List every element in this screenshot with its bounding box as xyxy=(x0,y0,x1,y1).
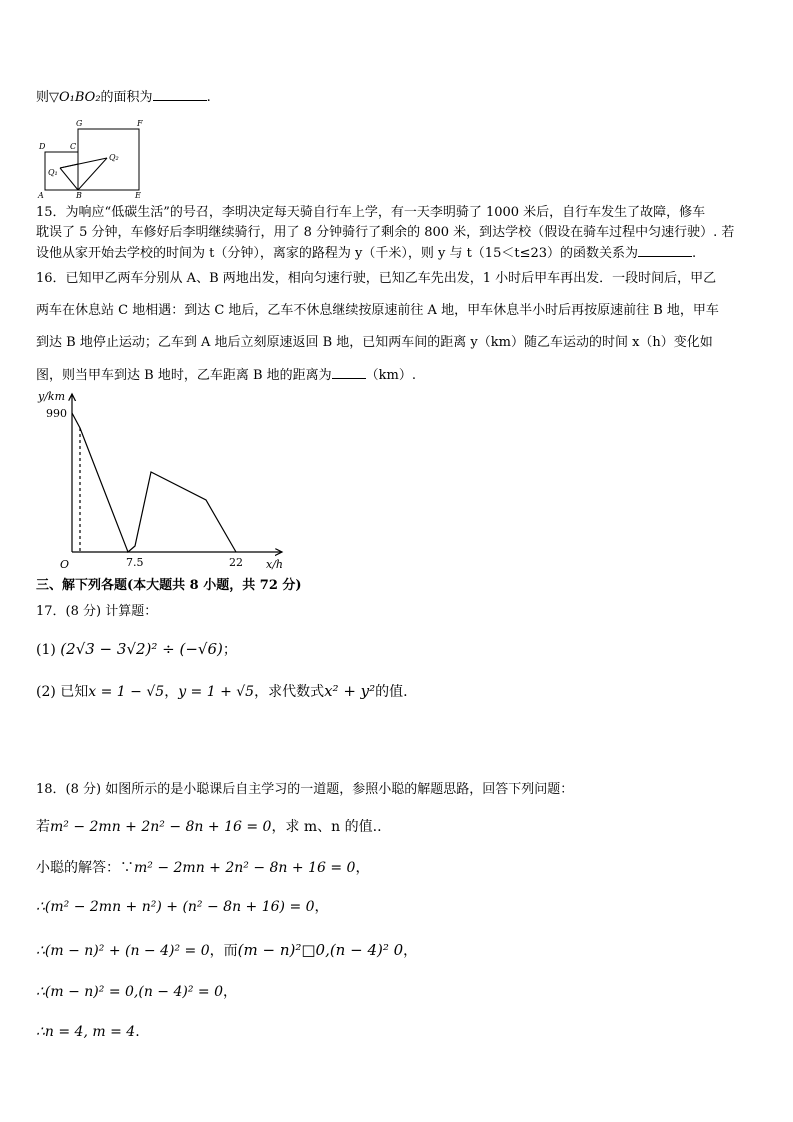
q16-line-4 xyxy=(36,366,416,385)
q15-line-1: 15．为响应“低碳生活”的号召，李明决定每天骑自行车上学，有一天李明骑了 1000 米后，自行车发生了故障，修车 xyxy=(36,205,706,220)
q14-expr: ▽O₁BO₂ xyxy=(49,90,101,105)
q18-given-expr: m² − 2mn + 2n² − 8n + 16 = 0 xyxy=(50,819,272,835)
q17-p1-label: (1) xyxy=(36,642,56,658)
q18-step-4-expr: ∴n = 4, m = 4 xyxy=(36,1024,136,1040)
graph-y-tick-990: 990 xyxy=(46,407,67,420)
graph-x-tick-7-5: 7.5 xyxy=(126,556,144,569)
graph-x-tick-22: 22 xyxy=(229,556,243,569)
q18-step-2 xyxy=(36,941,417,960)
q16-distance-graph xyxy=(36,386,296,572)
q18-step-2-end: ， xyxy=(403,943,418,959)
q14-suffix: 的面积为 xyxy=(100,90,153,105)
q16-line-4-text: 图，则当甲车到达 B 地时，乙车距离 B 地的距离为 xyxy=(36,368,332,383)
q17-p2-sep: ， xyxy=(164,684,179,700)
q18-step-2-mid: ，而 xyxy=(209,943,238,959)
fig-label-g: G xyxy=(76,119,83,128)
q18-given-prefix: 若 xyxy=(36,819,50,835)
q15-answer-blank[interactable] xyxy=(638,244,692,257)
q18-step-3-expr: ∴(m − n)² = 0,(n − 4)² = 0 xyxy=(36,984,223,1000)
fig-label-c: C xyxy=(70,142,77,151)
graph-origin: O xyxy=(60,558,70,571)
q18-step-1 xyxy=(36,898,329,916)
q15-end: . xyxy=(692,246,697,261)
fig-label-e: E xyxy=(135,191,141,200)
fig-label-q1: Q₁ xyxy=(48,168,58,177)
q16-line-1: 16．已知甲乙两车分别从 A、B 两地出发，相向匀速行驶，已知乙车先出发，1 小时后甲车再出发．一段时间后，甲乙 xyxy=(36,271,717,286)
q18-step-1-expr: ∴(m² − 2mn + n²) + (n² − 8n + 16) = 0 xyxy=(36,899,315,915)
fig-label-b: B xyxy=(76,191,82,200)
q16-answer-blank[interactable] xyxy=(332,366,366,379)
fig-label-a: A xyxy=(38,191,44,200)
q18-solution-intro xyxy=(36,859,369,877)
q1-b-line xyxy=(60,168,78,190)
q16-line-3: 到达 B 地停止运动；乙车到 A 地后立刻原速返回 B 地，已知两车间的距离 y（km）随乙车运动的时间 x（h）变化如 xyxy=(36,335,713,350)
q18-step-2b-expr: (m − n)²□0,(n − 4)² 0 xyxy=(237,941,404,959)
q17-p2-mid: ，求代数式 xyxy=(254,684,325,700)
q15-line-3 xyxy=(36,244,696,263)
q17-p2-label: (2) 已知 xyxy=(36,684,89,700)
q15-line-3-text: 设他从家开始去学校的时间为 t（分钟），离家的路程为 y（千米），则 y 与 t（15＜t≤23）的函数关系为 xyxy=(36,246,638,261)
q18-step-4-end: . xyxy=(135,1024,140,1040)
q18-step-1-end: ， xyxy=(314,899,329,915)
q17-part-1 xyxy=(36,640,237,659)
q18-step-3 xyxy=(36,983,237,1001)
q15-line-2: 耽误了 5 分钟，车修好后李明继续骑行，用了 8 分钟骑行了剩余的 800 米，到达学校（假设在骑车过程中匀速行驶）. 若 xyxy=(36,225,735,240)
q14-prefix: 则 xyxy=(36,90,50,105)
q17-head: 17．(8 分) 计算题： xyxy=(36,604,158,619)
q18-head: 18．(8 分) 如图所示的是小聪课后自主学习的一道题，参照小聪的解题思路，回答下列问题： xyxy=(36,782,574,797)
q18-sol-suffix: ， xyxy=(355,860,370,876)
q18-sol-expr: m² − 2mn + 2n² − 8n + 16 = 0 xyxy=(134,860,356,876)
q17-p2-x: x = 1 − √5 xyxy=(88,684,165,700)
q18-step-2a-expr: ∴(m − n)² + (n − 4)² = 0 xyxy=(36,943,210,959)
q17-p2-y: y = 1 + √5 xyxy=(178,684,255,700)
section-3-title: 三、解下列各题(本大题共 8 小题，共 72 分) xyxy=(36,578,302,593)
q16-line-2: 两车在休息站 C 地相遇：到达 C 地后，乙车不休息继续按原速前往 A 地，甲车休息半小时后再按原速前往 B 地，甲车 xyxy=(36,303,719,318)
fig-label-f: F xyxy=(137,119,143,128)
distance-polyline xyxy=(72,413,236,552)
q18-sol-prefix: 小聪的解答：∵ xyxy=(36,860,134,876)
q14-answer-blank[interactable] xyxy=(153,88,207,101)
q18-given-suffix: ，求 m、n 的值.. xyxy=(271,819,382,835)
graph-y-label: y/km xyxy=(38,390,66,403)
q17-p1-end: ； xyxy=(222,642,237,658)
q18-step-4 xyxy=(36,1023,140,1041)
q17-p2-expr: x² + y² xyxy=(324,682,376,700)
q16-end: （km）. xyxy=(365,368,416,383)
q14-end: . xyxy=(206,90,211,105)
q14-tail-line xyxy=(36,88,211,107)
fig-label-q2: Q₂ xyxy=(109,153,119,162)
q18-step-3-end: ， xyxy=(222,984,237,1000)
graph-x-label: x/h xyxy=(266,558,283,571)
q17-part-2 xyxy=(36,682,408,701)
fig-label-d: D xyxy=(39,142,46,151)
q17-p2-end: 的值. xyxy=(375,684,408,700)
q17-p1-expr: (2√3 − 3√2)² ÷ (−√6) xyxy=(60,640,223,658)
q18-given xyxy=(36,818,382,836)
q14-square-figure xyxy=(36,116,146,200)
